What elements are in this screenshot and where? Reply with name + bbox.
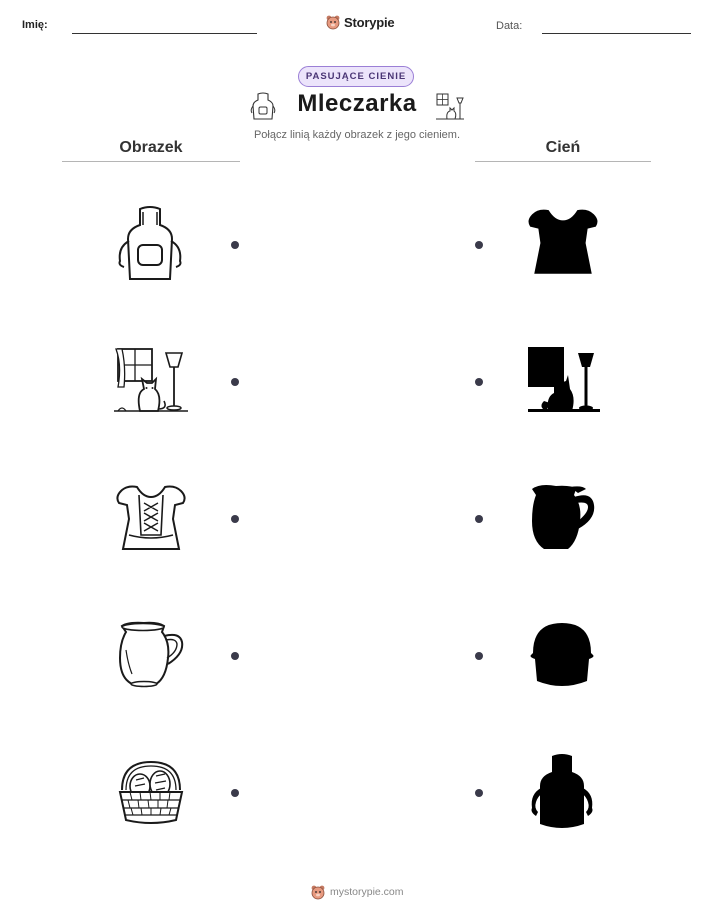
match-dot-right-4[interactable] [475,652,483,660]
bodice-dress-picture [113,483,189,555]
instructions: Połącz linią każdy obrazek z jego cieniem. [253,129,461,141]
bread-basket-picture [116,756,186,828]
match-dot-left-1[interactable] [231,241,239,249]
room-cat-shadow [524,345,602,419]
pitcher-picture [114,620,186,692]
match-dot-right-2[interactable] [475,378,483,386]
match-dot-left-2[interactable] [231,378,239,386]
name-label: Imię: [22,19,48,31]
match-dot-right-3[interactable] [475,515,483,523]
column-heading-shadows: Cień [545,139,581,156]
bear-icon [325,14,341,30]
column-underline-right [475,161,651,162]
apron-picture [112,205,188,285]
name-write-line[interactable] [72,33,257,34]
bear-icon [310,884,326,900]
bread-basket-shadow [526,619,598,691]
match-dot-right-5[interactable] [475,789,483,797]
date-label: Data: [496,20,523,32]
storypie-logo [325,14,394,30]
footer [310,884,404,900]
match-dot-right-1[interactable] [475,241,483,249]
match-dot-left-3[interactable] [231,515,239,523]
room-cat-icon [435,92,465,122]
date-write-line[interactable] [542,33,691,34]
footer-url: mystorypie.com [330,886,404,898]
column-heading-pictures: Obrazek [119,139,183,156]
bodice-dress-shadow [524,206,602,280]
match-dot-left-5[interactable] [231,789,239,797]
room-cat-picture [112,345,190,419]
worksheet-type-badge: PASUJĄCE CIENIE [298,66,414,87]
logo-text: Storypie [344,14,395,30]
column-underline-left [62,161,240,162]
match-dot-left-4[interactable] [231,652,239,660]
apron-shadow [524,752,600,832]
pitcher-shadow [526,483,598,555]
worksheet-title: Mleczarka [297,90,417,117]
